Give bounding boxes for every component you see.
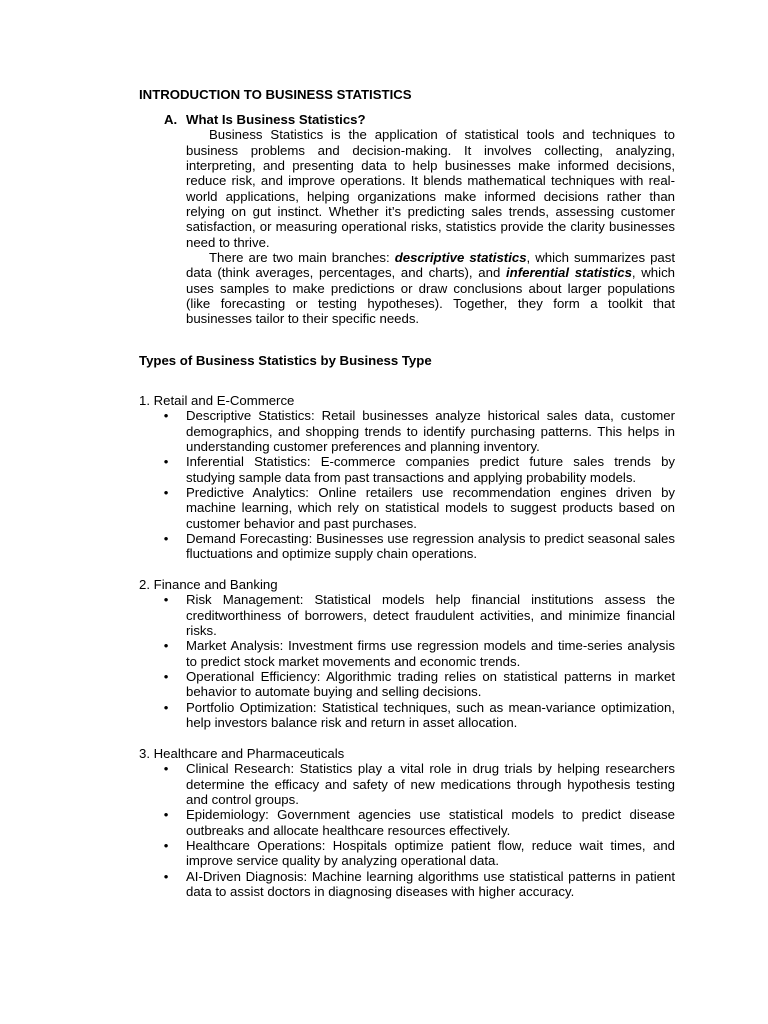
bullet-list-healthcare — [139, 761, 675, 899]
bullet-icon: • — [163, 868, 169, 884]
list-item: • Epidemiology: Government agencies use statistical models to predict disease outbreaks and allocate healthcare resources effectively. — [139, 807, 675, 838]
bullet-icon: • — [163, 408, 169, 424]
term-descriptive-statistics: descriptive statistics — [394, 250, 527, 266]
paragraph-2-part-2: , which summarizes past data (think averages, percentages, and charts), and — [186, 250, 675, 281]
bullet-list-finance — [139, 592, 675, 730]
list-item: • Predictive Analytics: Online retailers use recommendation engines driven by machine learning, which rely on statistical models to suggest products based on customer behavior and past purchases. — [139, 485, 675, 531]
bullet-list-retail — [139, 408, 675, 561]
list-item: • Inferential Statistics: E-commerce companies predict future sales trends by studying sample data from past transactions and applying probability models. — [139, 454, 675, 485]
section-a-heading — [139, 112, 675, 127]
list-item: • Risk Management: Statistical models help financial institutions assess the creditworthiness of borrowers, detect fraudulent activities, and minimize financial risks. — [139, 592, 675, 638]
section-a-letter: A. — [164, 112, 178, 127]
paragraph-2-part-1: There are two main branches: — [209, 250, 395, 266]
term-inferential-statistics: inferential statistics — [506, 265, 632, 281]
list-item: • Operational Efficiency: Algorithmic trading relies on statistical patterns in market behavior to automate buying and selling decisions. — [139, 669, 675, 700]
group-healthcare — [139, 746, 675, 899]
section-a-paragraph-1: Business Statistics is the application of statistical tools and techniques to business problems and decision-making. It involves collecting, analyzing, interpreting, and presenting data to help businesses make informed decisions, reduce risk, and improve operations. It blends mathematical techniques with real-world applications, helping organizations make informed decisions rather than relying on gut instinct. Whether it’s predicting sales trends, assessing customer satisfaction, or measuring operational risks, statistics provide the clarity businesses need to thrive. — [186, 127, 675, 250]
group-finance — [139, 577, 675, 730]
list-item: • Demand Forecasting: Businesses use regression analysis to predict seasonal sales fluctuations and optimize supply chain operations. — [139, 531, 675, 562]
bullet-icon: • — [163, 454, 169, 470]
section-a-heading-text: What Is Business Statistics? — [186, 112, 366, 127]
section-a — [139, 112, 675, 327]
bullet-icon: • — [163, 838, 169, 854]
bullet-icon: • — [163, 592, 169, 608]
types-heading: Types of Business Statistics by Business Type — [139, 353, 432, 368]
bullet-icon: • — [163, 485, 169, 501]
paragraph-2-part-3: , which uses samples to make predictions or draw conclusions about larger populations (like forecasting or testing hypotheses). Together, they form a toolkit that businesses tailor to their specific needs. — [186, 265, 675, 327]
bullet-icon: • — [163, 638, 169, 654]
list-item: • Descriptive Statistics: Retail businesses analyze historical sales data, customer demographics, and shopping trends to identify purchasing patterns. This helps in understanding customer preferences and planning inventory. — [139, 408, 675, 454]
document-title: INTRODUCTION TO BUSINESS STATISTICS — [139, 87, 412, 102]
group-retail — [139, 393, 675, 562]
group-title-retail: 1. Retail and E-Commerce — [139, 393, 295, 408]
group-title-finance: 2. Finance and Banking — [139, 577, 278, 592]
list-item: • AI-Driven Diagnosis: Machine learning algorithms use statistical patterns in patient data to assist doctors in diagnosing diseases with higher accuracy. — [139, 869, 675, 900]
list-item: • Market Analysis: Investment firms use regression models and time-series analysis to predict stock market movements and economic trends. — [139, 638, 675, 669]
bullet-icon: • — [163, 669, 169, 685]
bullet-icon: • — [163, 761, 169, 777]
bullet-icon: • — [163, 807, 169, 823]
list-item: • Portfolio Optimization: Statistical techniques, such as mean-variance optimization, help investors balance risk and return in asset allocation. — [139, 700, 675, 731]
list-item: • Clinical Research: Statistics play a vital role in drug trials by helping researchers determine the efficacy and safety of new medications through hypothesis testing and control groups. — [139, 761, 675, 807]
bullet-icon: • — [163, 531, 169, 547]
group-title-healthcare: 3. Healthcare and Pharmaceuticals — [139, 746, 345, 761]
section-a-paragraph-2 — [186, 250, 675, 327]
bullet-icon: • — [163, 699, 169, 715]
list-item: • Healthcare Operations: Hospitals optimize patient flow, reduce wait times, and improve service quality by analyzing operational data. — [139, 838, 675, 869]
